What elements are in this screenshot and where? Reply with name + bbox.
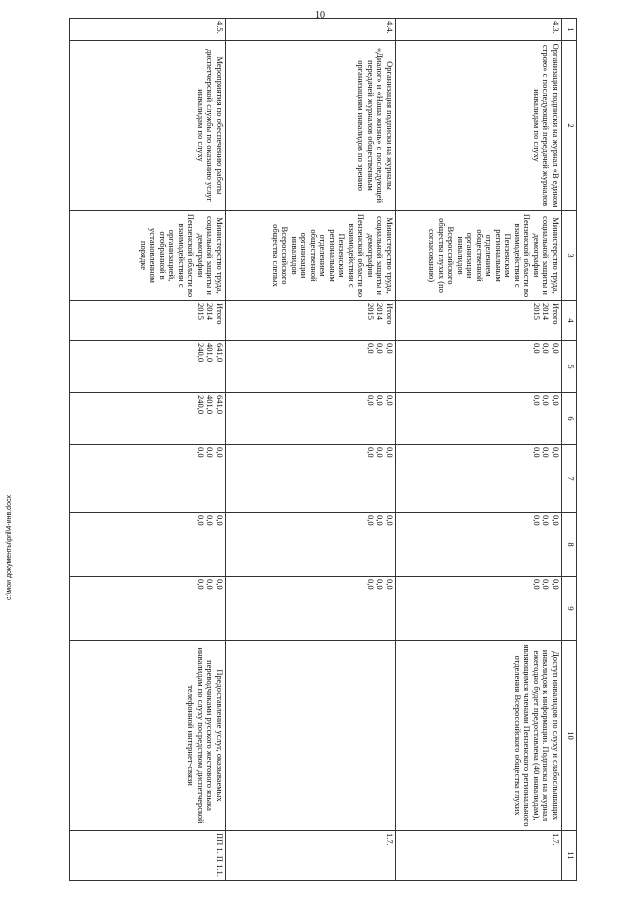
- value: 0,0: [541, 515, 552, 526]
- value: 0,0: [385, 515, 395, 526]
- header-cell: 6: [562, 393, 577, 445]
- activity-name: Мероприятия по обеспечению работы диспетчерской службы по оказанию услуг инвалидам по слуху: [70, 41, 226, 211]
- value: 240,0: [196, 395, 206, 415]
- indicator-ref: 1.7.: [226, 831, 396, 881]
- value-cell: [70, 393, 226, 445]
- indicator-ref: ПП 1. П 1.1.: [70, 831, 226, 881]
- value: 0,0: [551, 395, 561, 406]
- activity-name: Организация подписки на журнал «В едином строю» с последующей передачей журналов инвалидам по слуху: [396, 41, 562, 211]
- program-table: [69, 18, 577, 881]
- value-cell: [226, 341, 396, 393]
- value: 0,0: [532, 579, 542, 590]
- value-cell: [226, 577, 396, 641]
- executor: Министерство труда, социальной защиты и демографии Пензенской области во взаимодействии с организацией, отобранной в установленном порядке: [70, 211, 226, 301]
- value: 0,0: [532, 395, 542, 406]
- table-row: [70, 19, 226, 881]
- year-label: 2015: [366, 303, 376, 320]
- rotated-table-sheet: [69, 18, 577, 880]
- value: 0,0: [541, 579, 552, 590]
- value: 0,0: [375, 579, 386, 590]
- header-cell: 5: [562, 341, 577, 393]
- expected-result: Доступ инвалидов по слуху и слабослышащих инвалидов к информации. Подписка на журнал ежегодно будет предоставлена (40 инвалидам), являющимся членами Пензенского регионального отделения Всероссийского общества глухих: [396, 641, 562, 831]
- header-cell: 3: [562, 211, 577, 301]
- year-label: 2015: [196, 303, 206, 320]
- expected-result: [226, 641, 396, 831]
- value-cell: [396, 513, 562, 577]
- header-cell: 7: [562, 445, 577, 513]
- row-number: 4.3.: [396, 19, 562, 41]
- value: 0,0: [215, 447, 225, 458]
- header-cell: 10: [562, 641, 577, 831]
- value: 0,0: [385, 447, 395, 458]
- header-row: [562, 19, 577, 881]
- header-cell: 4: [562, 301, 577, 341]
- value: 0,0: [551, 579, 561, 590]
- header-cell: 8: [562, 513, 577, 577]
- executor: Министерство труда, социальной защиты и демографии Пензенской области во взаимодействии с Пензенским региональным отделением общественной организации инвалидов Всероссийского общества глухих (по согласованию): [396, 211, 562, 301]
- value: 0,0: [205, 447, 216, 458]
- value-cell: [396, 393, 562, 445]
- value-cell: [396, 577, 562, 641]
- value: 0,0: [366, 343, 376, 354]
- value: 0,0: [366, 579, 376, 590]
- value: 401,0: [205, 395, 216, 415]
- year-label: Итого: [215, 303, 225, 325]
- value: 0,0: [375, 515, 386, 526]
- value: 0,0: [205, 579, 216, 590]
- value-cell: [70, 445, 226, 513]
- value: 0,0: [551, 447, 561, 458]
- row-number: 4.4.: [226, 19, 396, 41]
- value: 0,0: [385, 343, 395, 354]
- value: 0,0: [375, 395, 386, 406]
- value: 0,0: [541, 395, 552, 406]
- year-label: Итого: [385, 303, 395, 325]
- value: 0,0: [196, 579, 206, 590]
- value: 240,0: [196, 343, 206, 363]
- executor: Министерство труда, социальной защиты и демографии Пензенской области во взаимодействии с Пензенским региональным отделением общественной организации инвалидов Всероссийского общества слепых: [226, 211, 396, 301]
- value-cell: [226, 393, 396, 445]
- header-cell: 1: [562, 19, 577, 41]
- header-cell: 9: [562, 577, 577, 641]
- value-cell: [396, 445, 562, 513]
- value: 0,0: [375, 343, 386, 354]
- years-cell: [396, 301, 562, 341]
- value: 401,0: [205, 343, 216, 363]
- value: 0,0: [385, 579, 395, 590]
- value: 641,0: [215, 343, 225, 363]
- value: 641,0: [215, 395, 225, 415]
- header-cell: 11: [562, 831, 577, 881]
- value-cell: [70, 513, 226, 577]
- value: 0,0: [541, 343, 552, 354]
- value: 0,0: [196, 515, 206, 526]
- value-cell: [70, 577, 226, 641]
- expected-result: Предоставление услуг, оказываемых переводчиками русского жестового языка инвалидам по слуху посредством диспетчерской телефонной интернет-связи: [70, 641, 226, 831]
- value-cell: [396, 341, 562, 393]
- table-row: [226, 19, 396, 881]
- value: 0,0: [366, 515, 376, 526]
- value-cell: [226, 445, 396, 513]
- value: 0,0: [541, 447, 552, 458]
- years-cell: [226, 301, 396, 341]
- year-label: 2014: [205, 303, 216, 320]
- value: 0,0: [532, 343, 542, 354]
- year-label: 2014: [541, 303, 552, 320]
- year-label: 2015: [532, 303, 542, 320]
- value: 0,0: [385, 395, 395, 406]
- value-cell: [226, 513, 396, 577]
- page-number: 10: [315, 10, 325, 21]
- value: 0,0: [215, 579, 225, 590]
- footer-file-path: c:\мои документы\pril\4-инв.docx: [6, 495, 13, 600]
- value: 0,0: [366, 447, 376, 458]
- row-number: 4.5.: [70, 19, 226, 41]
- value: 0,0: [366, 395, 376, 406]
- years-cell: [70, 301, 226, 341]
- year-label: Итого: [551, 303, 561, 325]
- indicator-ref: 1.7.: [396, 831, 562, 881]
- table-row: [396, 19, 562, 881]
- value: 0,0: [196, 447, 206, 458]
- value: 0,0: [205, 515, 216, 526]
- value: 0,0: [551, 343, 561, 354]
- value-cell: [70, 341, 226, 393]
- value: 0,0: [215, 515, 225, 526]
- value: 0,0: [532, 447, 542, 458]
- value: 0,0: [551, 515, 561, 526]
- activity-name: Организация подписки на журналы «Диалог» и «Наша жизнь» с последующей передачей журналов общественным организациям инвалидов по зрению: [226, 41, 396, 211]
- header-cell: 2: [562, 41, 577, 211]
- value: 0,0: [532, 515, 542, 526]
- value: 0,0: [375, 447, 386, 458]
- year-label: 2014: [375, 303, 386, 320]
